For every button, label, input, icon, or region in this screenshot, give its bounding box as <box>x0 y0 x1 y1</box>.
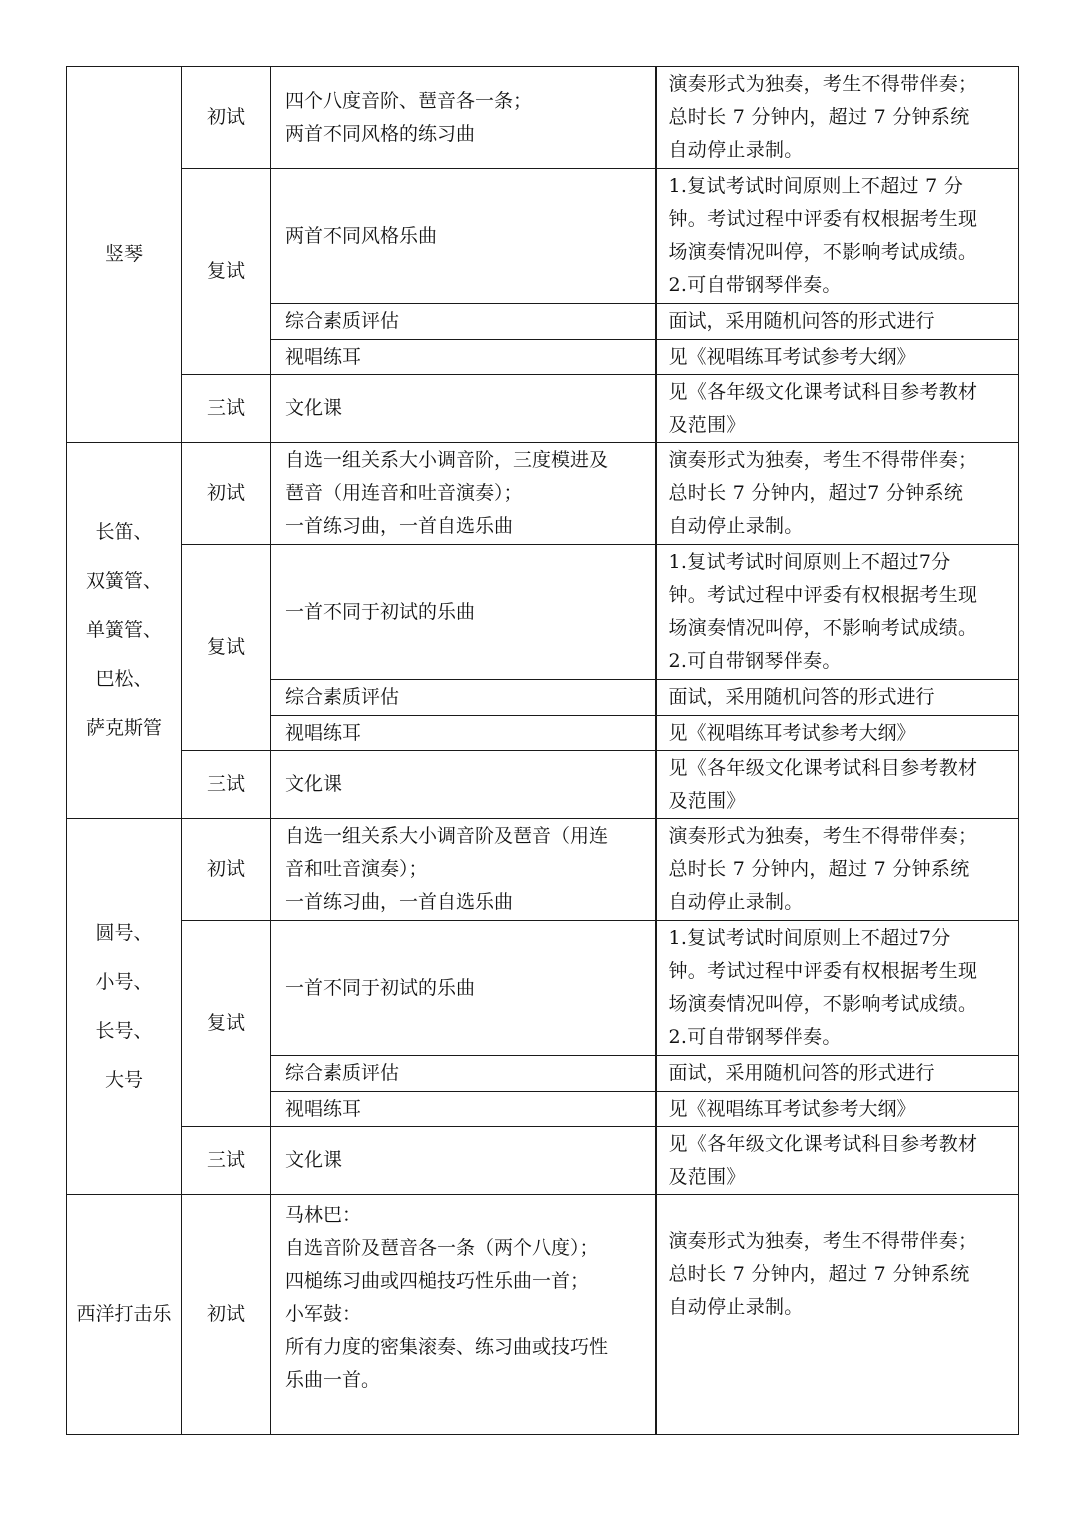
note-cell: 演奏形式为独奏，考生不得带伴奏； 总时长 7 分钟内，超过 7 分钟系统 自动停止录制。 <box>656 1195 1019 1435</box>
requirement-cell: 自选一组关系大小调音阶，三度模进及 琶音（用连音和吐音演奏）； 一首练习曲，一首自选乐曲 <box>271 443 656 545</box>
table-row <box>67 443 1019 545</box>
requirement-cell: 四个八度音阶、琶音各一条； 两首不同风格的练习曲 <box>271 67 656 169</box>
requirement-cell: 两首不同风格乐曲 <box>271 169 656 304</box>
round-label: 初试 <box>182 67 271 169</box>
note-cell: 面试，采用随机问答的形式进行 <box>656 304 1019 340</box>
requirement-cell: 一首不同于初试的乐曲 <box>271 921 656 1056</box>
instrument-cell: 长笛、 双簧管、 单簧管、 巴松、 萨克斯管 <box>67 443 182 819</box>
table-row <box>67 751 1019 819</box>
round-label: 复试 <box>182 169 271 375</box>
note-cell: 1.复试考试时间原则上不超过7分 钟。考试过程中评委有权根据考生现 场演奏情况叫停，不影响考试成绩。 2.可自带钢琴伴奏。 <box>656 545 1019 680</box>
table-row <box>67 1195 1019 1435</box>
note-cell: 演奏形式为独奏，考生不得带伴奏； 总时长 7 分钟内，超过7 分钟系统 自动停止录制。 <box>656 443 1019 545</box>
requirement-cell: 马林巴： 自选音阶及琶音各一条（两个八度）； 四槌练习曲或四槌技巧性乐曲一首； 小军鼓： 所有力度的密集滚奏、练习曲或技巧性 乐曲一首。 <box>271 1195 656 1435</box>
requirement-cell: 自选一组关系大小调音阶及琶音（用连 音和吐音演奏）； 一首练习曲，一首自选乐曲 <box>271 819 656 921</box>
requirement-cell: 文化课 <box>271 375 656 443</box>
instrument-cell: 西洋打击乐 <box>67 1195 182 1435</box>
round-label: 三试 <box>182 1127 271 1195</box>
note-cell: 演奏形式为独奏，考生不得带伴奏； 总时长 7 分钟内，超过 7 分钟系统 自动停止录制。 <box>656 67 1019 169</box>
note-cell: 演奏形式为独奏，考生不得带伴奏； 总时长 7 分钟内，超过 7 分钟系统 自动停止录制。 <box>656 819 1019 921</box>
note-cell: 面试，采用随机问答的形式进行 <box>656 680 1019 716</box>
requirement-cell: 文化课 <box>271 1127 656 1195</box>
note-cell: 见《各年级文化课考试科目参考教材 及范围》 <box>656 751 1019 819</box>
note-cell: 1.复试考试时间原则上不超过 7 分 钟。考试过程中评委有权根据考生现 场演奏情况叫停，不影响考试成绩。 2.可自带钢琴伴奏。 <box>656 169 1019 304</box>
table-row <box>67 169 1019 304</box>
note-cell: 见《视唱练耳考试参考大纲》 <box>656 716 1019 751</box>
requirement-cell: 视唱练耳 <box>271 1092 656 1127</box>
requirement-cell: 视唱练耳 <box>271 716 656 751</box>
note-cell: 见《各年级文化课考试科目参考教材 及范围》 <box>656 1127 1019 1195</box>
instrument-cell: 圆号、 小号、 长号、 大号 <box>67 819 182 1195</box>
table-row <box>67 921 1019 1056</box>
table-row <box>67 375 1019 443</box>
note-cell: 见《视唱练耳考试参考大纲》 <box>656 340 1019 375</box>
exam-requirements-table <box>66 66 1019 1435</box>
round-label: 复试 <box>182 921 271 1127</box>
table-row <box>67 545 1019 680</box>
note-cell: 见《各年级文化课考试科目参考教材 及范围》 <box>656 375 1019 443</box>
requirement-cell: 综合素质评估 <box>271 304 656 340</box>
round-label: 初试 <box>182 1195 271 1435</box>
round-label: 初试 <box>182 819 271 921</box>
requirement-cell: 视唱练耳 <box>271 340 656 375</box>
note-cell: 1.复试考试时间原则上不超过7分 钟。考试过程中评委有权根据考生现 场演奏情况叫停，不影响考试成绩。 2.可自带钢琴伴奏。 <box>656 921 1019 1056</box>
note-cell: 见《视唱练耳考试参考大纲》 <box>656 1092 1019 1127</box>
requirement-cell: 综合素质评估 <box>271 680 656 716</box>
table-row <box>67 1127 1019 1195</box>
table-row <box>67 819 1019 921</box>
round-label: 复试 <box>182 545 271 751</box>
round-label: 三试 <box>182 751 271 819</box>
table-row <box>67 67 1019 169</box>
requirement-cell: 综合素质评估 <box>271 1056 656 1092</box>
round-label: 初试 <box>182 443 271 545</box>
requirement-cell: 文化课 <box>271 751 656 819</box>
note-cell: 面试，采用随机问答的形式进行 <box>656 1056 1019 1092</box>
requirement-cell: 一首不同于初试的乐曲 <box>271 545 656 680</box>
instrument-cell: 竖琴 <box>67 67 182 443</box>
round-label: 三试 <box>182 375 271 443</box>
